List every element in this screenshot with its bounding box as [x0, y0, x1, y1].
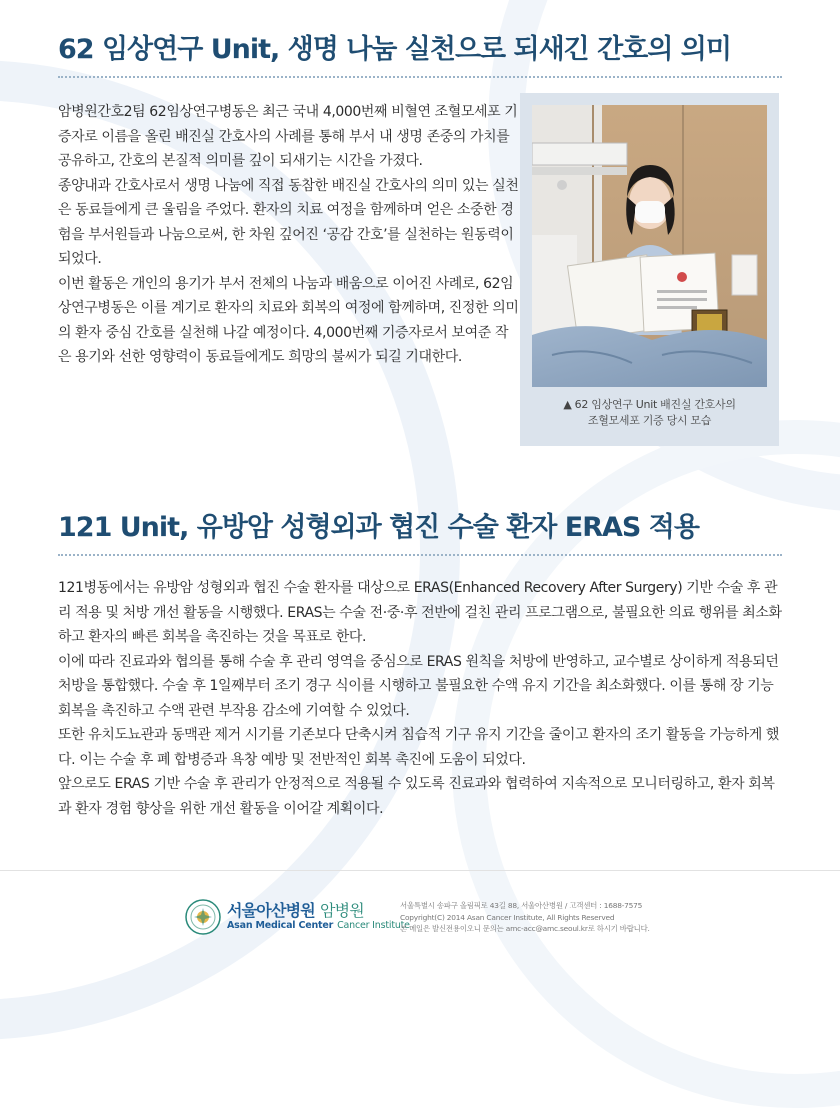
caption-line: ▲ 62 임상연구 Unit 배진실 간호사의	[563, 398, 736, 411]
photo-frame	[520, 93, 779, 446]
photo-caption	[520, 397, 779, 429]
logo-institute-name-en: Cancer Institute	[337, 920, 410, 931]
logo-korean	[227, 898, 364, 921]
hospital-seal-icon	[185, 899, 221, 935]
paragraph: 121병동에서는 유방암 성형외과 협진 수술 환자를 대상으로 ERAS(Enhanced Recovery After Surgery) 기반 수술 후 관리 적용 및 처방 개선 활동을 시행했다. ERAS는 수술 전·중·후 전반에 걸친 관리 프로그램으로, 불필요한 의료 행위를 최소화하고 환자의 빠른 회복을 촉진하는 것을 목표로 한다.	[58, 580, 782, 645]
footer-copyright: Copyright(C) 2014 Asan Cancer Institute, All Rights Reserved	[400, 912, 615, 922]
dotted-divider	[58, 554, 782, 556]
article-body	[58, 100, 520, 370]
nurse-photo	[532, 105, 767, 387]
logo-institute-name: 암병원	[319, 901, 364, 920]
footer-divider	[0, 870, 840, 871]
paragraph: 또한 유치도뇨관과 동맥관 제거 시기를 기존보다 단축시켜 침습적 기구 유지 기간을 줄이고 환자의 조기 활동을 가능하게 했다. 이는 수술 후 폐 합병증과 욕창 예방 및 전반적인 회복 촉진에 도움이 되었다.	[58, 727, 780, 768]
logo-english	[227, 920, 410, 931]
section-121-unit	[58, 508, 782, 817]
article-body	[58, 576, 785, 821]
paragraph: 이번 활동은 개인의 용기가 부서 전체의 나눔과 배움으로 이어진 사례로, 62임상연구병동은 이를 계기로 환자의 치료와 회복의 여정에 함께하며, 진정한 의미의 환자 중심 간호를 실천해 나갈 예정이다. 4,000번째 기증자로서 보여준 작은 용기와 선한 영향력이 동료들에게도 희망의 불씨가 되길 기대한다.	[58, 275, 519, 365]
paragraph: 암병원간호2팀 62임상연구병동은 최근 국내 4,000번째 비혈연 조혈모세포 기증자로 이름을 올린 배진실 간호사의 사례를 통해 부서 내 생명 존중의 가치를 공유하고, 간호의 본질적 의미를 깊이 되새기는 시간을 가졌다.	[58, 104, 518, 169]
logo-hospital-name-en: Asan Medical Center	[227, 920, 334, 931]
section-title: 121 Unit, 유방암 성형외과 협진 수술 환자 ERAS 적용	[58, 512, 699, 543]
footer	[185, 895, 745, 941]
dotted-divider	[58, 76, 782, 78]
footer-address: 서울특별시 송파구 올림픽로 43길 88, 서울아산병원 / 고객센터 : 1688-7575	[400, 901, 643, 910]
paragraph: 이에 따라 진료과와 협의를 통해 수술 후 관리 영역을 중심으로 ERAS 원칙을 처방에 반영하고, 교수별로 상이하게 적용되던 처방을 통합했다. 수술 후 1일째부터 조기 경구 식이를 시행하고 불필요한 수액 유지 기간을 최소화했다. 이를 통해 장 기능 회복을 촉진하고 수액 관련 부작용 감소에 기여할 수 있었다.	[58, 653, 779, 719]
nurse-photo-illustration	[532, 105, 767, 387]
section-title: 62 임상연구 Unit, 생명 나눔 실천으로 되새긴 간호의 의미	[58, 34, 731, 65]
logo-hospital-name: 서울아산병원	[227, 901, 315, 920]
paragraph: 종양내과 간호사로서 생명 나눔에 직접 동참한 배진실 간호사의 의미 있는 실천은 동료들에게 큰 울림을 주었다. 환자의 치료 여정을 함께하며 얻은 소중한 경험을 부서원들과 나눔으로써, 한 차원 깊어진 ‘공감 간호’를 실천하는 원동력이 되었다.	[58, 177, 519, 267]
caption-line: 조혈모세포 기증 당시 모습	[587, 414, 712, 427]
footer-notice: 본 메일은 발신전용이오니 문의는 amc-acc@amc.seoul.kr로 하시기 바랍니다.	[400, 924, 650, 933]
section-62-unit	[58, 30, 782, 427]
footer-info	[400, 900, 730, 935]
paragraph: 앞으로도 ERAS 기반 수술 후 관리가 안정적으로 적용될 수 있도록 진료과와 협력하여 지속적으로 모니터링하고, 환자 회복과 환자 경험 향상을 위한 개선 활동을 이어갈 계획이다.	[58, 776, 775, 817]
